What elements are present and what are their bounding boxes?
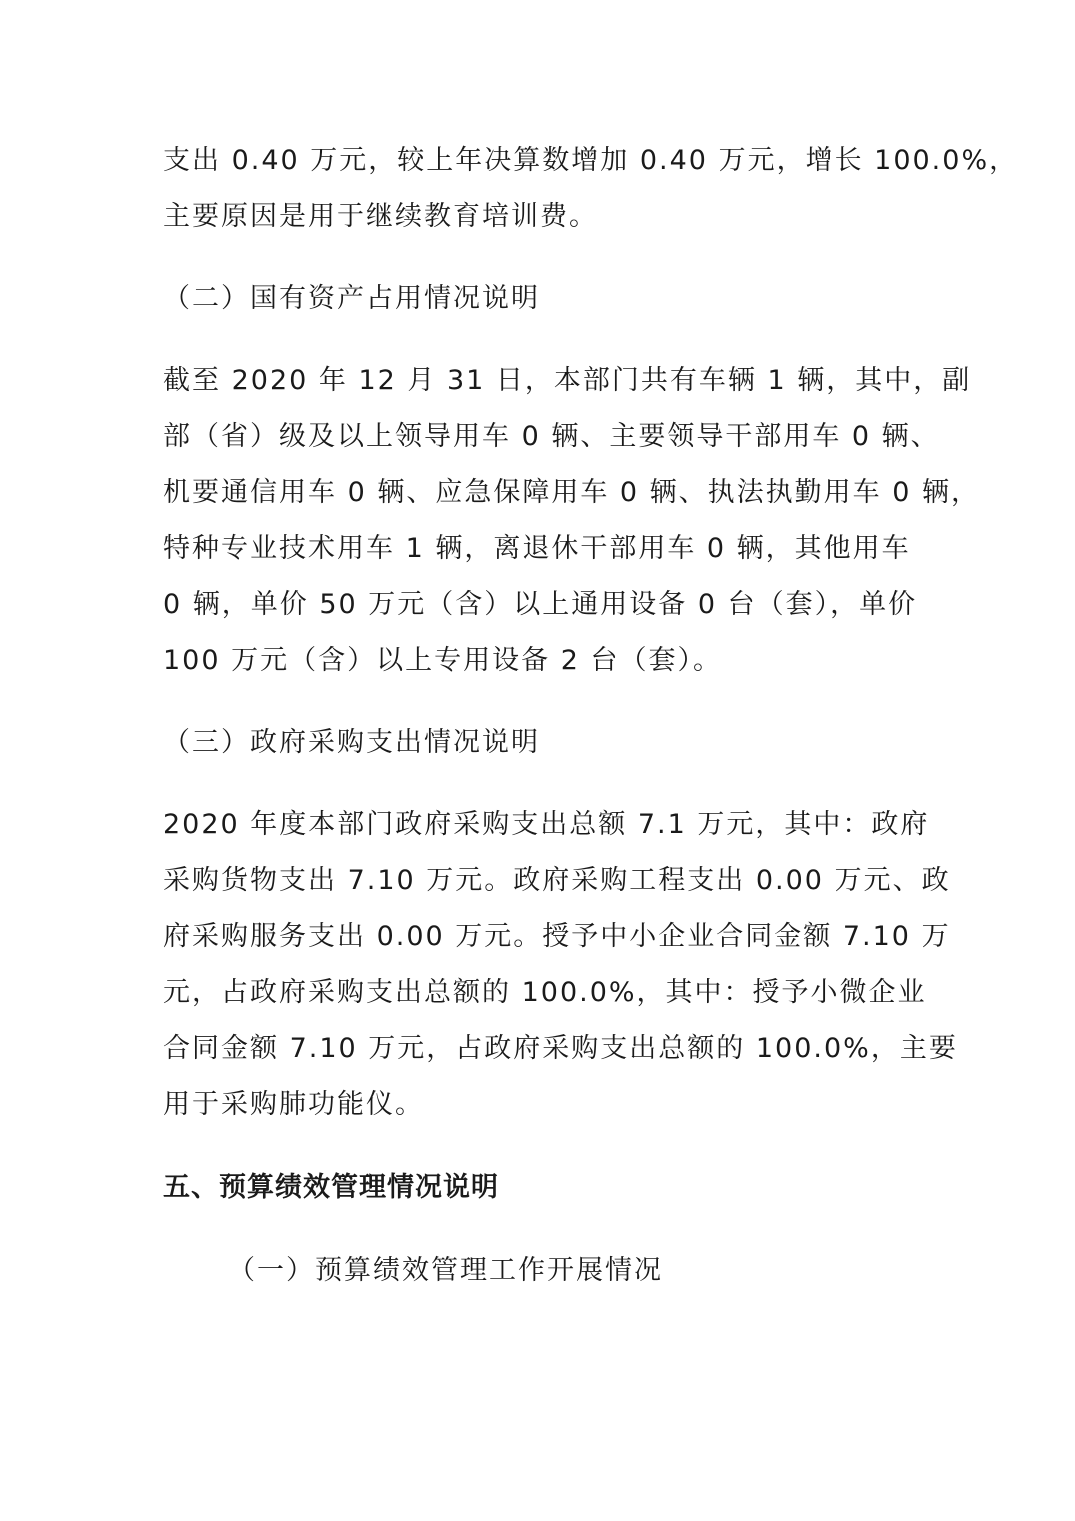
paragraph-line: 用于采购肺功能仪。 xyxy=(163,1089,424,1120)
paragraph-line: 100 万元（含）以上专用设备 2 台（套）。 xyxy=(163,645,722,676)
paragraph-line: 部（省）级及以上领导用车 0 辆、主要领导干部用车 0 辆、 xyxy=(163,421,940,452)
section-heading: （二）国有资产占用情况说明 xyxy=(163,283,540,314)
paragraph-line: 0 辆，单价 50 万元（含）以上通用设备 0 台（套），单价 xyxy=(163,589,918,620)
paragraph-line: 截至 2020 年 12 月 31 日，本部门共有车辆 1 辆，其中，副 xyxy=(163,365,972,396)
paragraph-line: 采购货物支出 7.10 万元。政府采购工程支出 0.00 万元、政 xyxy=(163,865,951,896)
subsection-heading: （一）预算绩效管理工作开展情况 xyxy=(228,1255,663,1286)
paragraph-line: 主要原因是用于继续教育培训费。 xyxy=(163,201,598,232)
section-heading: （三）政府采购支出情况说明 xyxy=(163,727,540,758)
paragraph-line: 支出 0.40 万元，较上年决算数增加 0.40 万元，增长 100.0%， xyxy=(163,145,1019,176)
paragraph-line: 2020 年度本部门政府采购支出总额 7.1 万元，其中：政府 xyxy=(163,809,930,840)
paragraph-line: 合同金额 7.10 万元，占政府采购支出总额的 100.0%，主要 xyxy=(163,1033,958,1064)
paragraph-line: 机要通信用车 0 辆、应急保障用车 0 辆、执法执勤用车 0 辆， xyxy=(163,477,981,508)
paragraph-line: 元，占政府采购支出总额的 100.0%，其中：授予小微企业 xyxy=(163,977,927,1008)
paragraph-line: 特种专业技术用车 1 辆，离退休干部用车 0 辆，其他用车 xyxy=(163,533,911,564)
chapter-heading: 五、预算绩效管理情况说明 xyxy=(163,1172,499,1203)
paragraph-line: 府采购服务支出 0.00 万元。授予中小企业合同金额 7.10 万 xyxy=(163,921,951,952)
